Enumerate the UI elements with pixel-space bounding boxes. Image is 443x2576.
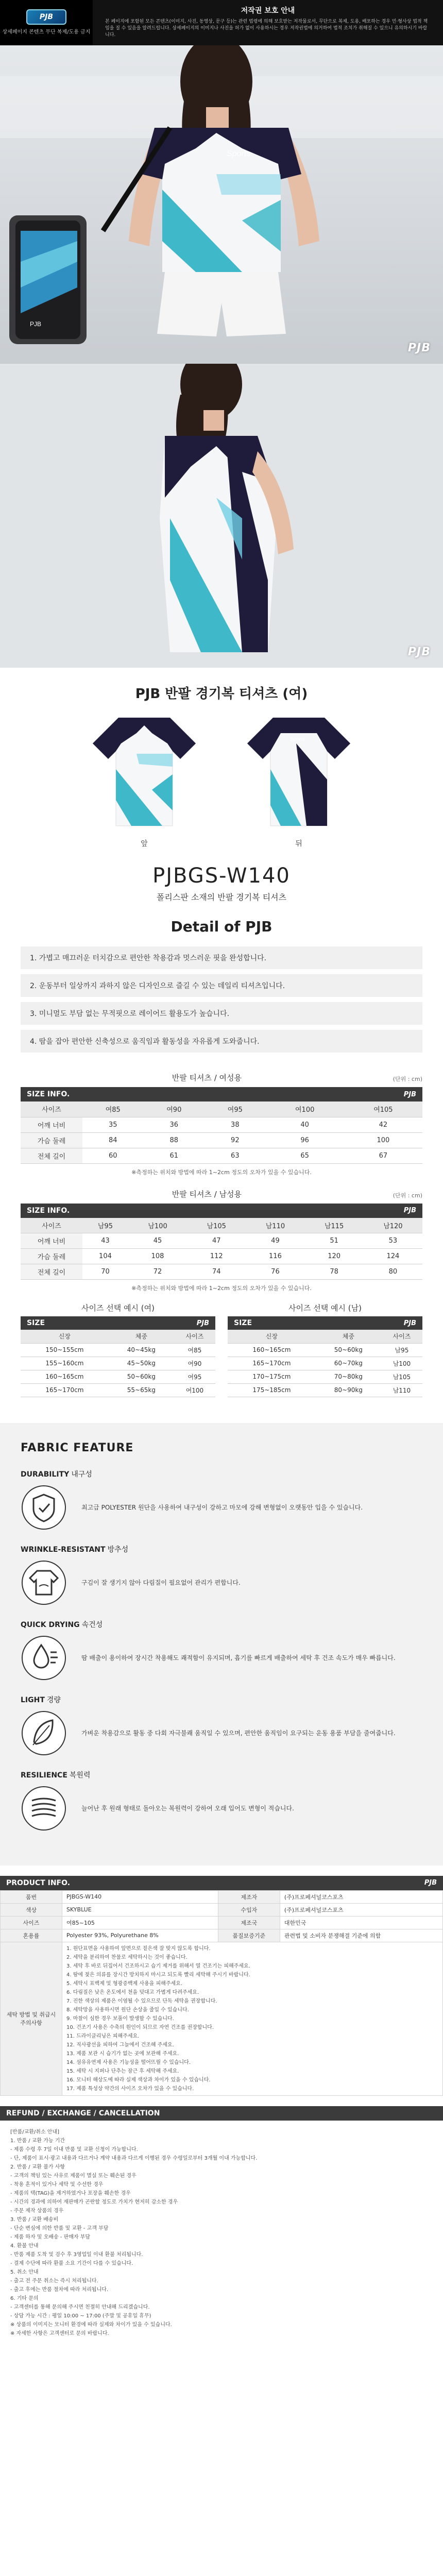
spring-icon bbox=[21, 1785, 67, 1832]
table-cell: 55~65kg bbox=[109, 1383, 174, 1397]
refund-title: REFUND / EXCHANGE / CANCELLATION bbox=[6, 2109, 160, 2117]
feature-durability bbox=[21, 1469, 422, 1531]
pjb-logo: PJB bbox=[403, 1090, 416, 1098]
model-subtitle: 폴리스판 소재의 반팔 경기복 티셔츠 bbox=[156, 892, 287, 902]
refund-section bbox=[0, 2106, 443, 2348]
table-cell: 70~80kg bbox=[316, 1370, 381, 1383]
table-cell: 혼용률 bbox=[1, 1929, 62, 1942]
table-header: 사이즈 bbox=[381, 1330, 422, 1343]
size-info-bar bbox=[21, 1087, 422, 1101]
list-item: - 제품의 택(TAG)을 제거하였거나 포장을 훼손한 경우 bbox=[10, 2190, 131, 2196]
list-item: - 제품 하자 및 오배송 - 판매자 부담 bbox=[10, 2234, 91, 2240]
model-photo-front-illustration bbox=[0, 45, 443, 364]
table-cell: 61 bbox=[144, 1148, 205, 1163]
table-cell: 여100 bbox=[174, 1383, 215, 1397]
list-item: 6. 다림질은 낮은 온도에서 천을 덧대고 가볍게 다려주세요. bbox=[66, 1989, 199, 1995]
list-item: 3. 세탁 후 바로 뒤집어서 건조하시고 습기 제거를 위해서 열 건조기는 피해주세요. bbox=[66, 1963, 250, 1969]
banner-body: 본 페이지에 포함된 모든 콘텐츠(이미지, 사진, 동영상, 문구 등)는 관련 법령에 의해 보호받는 저작물로서, 무단으로 복제, 도용, 배포하는 경우 민·형사상 법적 책임을 질 수 있음을 알려드립니다. 상세페이지의 이미지나 사진을 허가 없이 사용하시는 경우 저작권법에 의거하여 법적 조치가 취해질 수 있으니 유의하시기 바랍니다. bbox=[105, 19, 428, 38]
table-header-row bbox=[21, 1330, 215, 1343]
table-row bbox=[1, 1942, 443, 2095]
select-women-table bbox=[21, 1330, 215, 1397]
select-caption: 사이즈 선택 예시 (여) bbox=[81, 1303, 155, 1313]
feature-wrinkle-resistant bbox=[21, 1544, 422, 1606]
size-info-title: SIZE INFO. bbox=[27, 1206, 70, 1215]
pjb-logo: PJB bbox=[196, 1319, 209, 1327]
list-item: 17. 제품 특성상 약간의 사이즈 오차가 있을 수 있습니다. bbox=[66, 2086, 194, 2092]
table-row bbox=[21, 1383, 215, 1397]
table-header: 남100 bbox=[128, 1218, 187, 1233]
table-cell: (주)프로페셔널코스포츠 bbox=[280, 1903, 442, 1916]
table-cell: 100 bbox=[344, 1132, 422, 1148]
size-men-caption: 반팔 티셔츠 / 남성용 bbox=[172, 1189, 242, 1199]
feature-desc: 가벼운 착용감으로 활동 중 다회 자극불쾌 움직일 수 있으며, 편안한 움직임이 요구되는 운동 용품 부담을 줄여줍니다. bbox=[81, 1729, 396, 1737]
list-item: - 착용 흔적이 있거나 세탁 및 수선한 경우 bbox=[10, 2181, 104, 2188]
size-info-bar bbox=[21, 1204, 422, 1218]
svg-text:PJB: PJB bbox=[30, 320, 42, 328]
table-cell: 88 bbox=[144, 1132, 205, 1148]
table-row bbox=[21, 1264, 422, 1280]
detail-item: 3. 미니멀도 부담 없는 무적핏으로 레이어드 활용도가 높습니다. bbox=[21, 1002, 422, 1025]
racket-bag bbox=[9, 215, 87, 344]
banner-logo-box bbox=[0, 0, 93, 45]
photo-watermark: PJB bbox=[407, 646, 431, 658]
table-header: 여85 bbox=[82, 1101, 144, 1117]
product-info-title: PRODUCT INFO. bbox=[6, 1878, 71, 1887]
list-item: 5. 취소 안내 bbox=[10, 2269, 39, 2275]
feature-desc: 최고급 POLYESTER 원단을 사용하여 내구성이 강하고 마모에 강해 변형없이 오랫동안 입을 수 있습니다. bbox=[81, 1503, 363, 1511]
table-header: 사이즈 bbox=[21, 1218, 82, 1233]
table-cell: 40 bbox=[266, 1117, 344, 1132]
feather-icon bbox=[21, 1710, 67, 1756]
feature-desc: 구김이 잘 생기지 않아 다림질이 필요없어 관리가 편합니다. bbox=[81, 1579, 241, 1586]
table-header-row bbox=[21, 1218, 422, 1233]
table-header: 사이즈 bbox=[174, 1330, 215, 1343]
table-cell: 제조자 bbox=[218, 1890, 280, 1903]
table-cell: 제조국 bbox=[218, 1916, 280, 1929]
feature-name: LIGHT 경량 bbox=[21, 1696, 61, 1704]
list-item: - 상담 가능 시간 : 평일 10:00 ~ 17:00 (주말 및 공휴일 휴무) bbox=[10, 2313, 151, 2319]
list-item: 1. 원단표면을 사용하여 앞면으로 짙은색 잘 맞지 않도록 합니다. bbox=[66, 1945, 211, 1952]
table-cell: 남95 bbox=[381, 1343, 422, 1357]
table-cell: 사이즈 bbox=[1, 1916, 62, 1929]
list-item: 15. 세탁 시 지퍼나 단추는 잠근 후 세탁해 주세요. bbox=[66, 2068, 179, 2074]
list-item: 8. 세탁망을 사용하시면 원단 손상을 줄일 수 있습니다. bbox=[66, 2007, 189, 2013]
table-header: 남95 bbox=[82, 1218, 128, 1233]
select-caption: 사이즈 선택 예시 (남) bbox=[288, 1303, 362, 1313]
list-item: 14. 섬유유연제 사용은 기능성을 떨어뜨릴 수 있습니다. bbox=[66, 2059, 191, 2065]
pjb-logo: PJB bbox=[403, 1207, 416, 1214]
product-info-bar bbox=[0, 1876, 443, 1890]
list-item: - 출고 후에는 반품 절차에 따라 처리됩니다. bbox=[10, 2286, 109, 2293]
table-cell: 가슴 둘레 bbox=[21, 1249, 82, 1264]
table-cell: 남110 bbox=[381, 1383, 422, 1397]
size-bar bbox=[21, 1316, 215, 1330]
list-item: 4. 환불 안내 bbox=[10, 2243, 39, 2249]
table-cell: 여85~105 bbox=[62, 1916, 218, 1929]
table-cell: 남100 bbox=[381, 1357, 422, 1370]
front-view bbox=[90, 713, 198, 849]
table-cell: 대한민국 bbox=[280, 1916, 442, 1929]
photo-watermark: PJB bbox=[407, 342, 431, 354]
table-cell: 품질보증기준 bbox=[218, 1929, 280, 1942]
table-cell: 어깨 너비 bbox=[21, 1233, 82, 1249]
table-cell: 60 bbox=[82, 1148, 144, 1163]
table-cell: 가슴 둘레 bbox=[21, 1132, 82, 1148]
table-header: 여95 bbox=[205, 1101, 266, 1117]
table-cell: 67 bbox=[344, 1148, 422, 1163]
list-item: 16. 모니터 해상도에 따라 실제 색상과 차이가 있을 수 있습니다. bbox=[66, 2077, 211, 2083]
table-header: 남115 bbox=[305, 1218, 364, 1233]
feature-name: DURABILITY 내구성 bbox=[21, 1470, 92, 1479]
table-row bbox=[21, 1343, 215, 1357]
banner-left-text: 상세페이지 콘텐츠 무단 복제/도용 금지 bbox=[2, 29, 91, 35]
list-item: - 제품 수령 후 7일 이내 반품 및 교환 신청이 가능합니다. bbox=[10, 2146, 138, 2153]
feature-desc: 땀 배출이 용이하여 장시간 착용해도 쾌적함이 유지되며, 흡기를 빠르게 배출하여 세탁 후 건조 속도가 매우 빠릅니다. bbox=[81, 1654, 396, 1662]
size-bar bbox=[228, 1316, 422, 1330]
table-cell: Polyester 93%, Polyurethane 8% bbox=[62, 1929, 218, 1942]
size-note: ※측정하는 위치와 방법에 따라 1~2cm 정도의 오차가 있을 수 있습니다. bbox=[131, 1285, 312, 1292]
table-cell: 42 bbox=[344, 1117, 422, 1132]
list-item: 5. 세탁시 표백제 및 형광증백제 사용을 피해주세요. bbox=[66, 1980, 182, 1987]
size-unit: (단위 : cm) bbox=[393, 1192, 422, 1199]
table-cell: 60~70kg bbox=[316, 1357, 381, 1370]
table-row bbox=[21, 1148, 422, 1163]
product-section-title bbox=[0, 668, 443, 707]
table-header: 신장 bbox=[21, 1330, 109, 1343]
table-cell: 전체 길이 bbox=[21, 1148, 82, 1163]
table-cell: 50~60kg bbox=[316, 1343, 381, 1357]
table-cell: 70 bbox=[82, 1264, 128, 1280]
table-cell: 170~175cm bbox=[228, 1370, 316, 1383]
size-men-table bbox=[21, 1218, 422, 1280]
table-cell: 65 bbox=[266, 1148, 344, 1163]
table-row bbox=[1, 1903, 443, 1916]
list-item: 13. 제품 보관 시 습기가 없는 곳에 보관해 주세요. bbox=[66, 2050, 179, 2057]
size-women-table bbox=[21, 1101, 422, 1164]
table-cell: 47 bbox=[187, 1233, 246, 1249]
table-header-row bbox=[228, 1330, 422, 1343]
table-cell: 남105 bbox=[381, 1370, 422, 1383]
model-photo-front bbox=[0, 45, 443, 364]
detail-title: Detail of PJB bbox=[171, 918, 272, 935]
size-women-head bbox=[21, 1072, 422, 1083]
model-photo-side bbox=[0, 364, 443, 668]
table-cell: 150~155cm bbox=[21, 1343, 109, 1357]
table-header: 체중 bbox=[316, 1330, 381, 1343]
model-photo-side-illustration bbox=[0, 364, 443, 668]
table-cell: 여95 bbox=[174, 1370, 215, 1383]
table-cell: 51 bbox=[305, 1233, 364, 1249]
feature-name: RESILIENCE 복원력 bbox=[21, 1771, 91, 1780]
table-header: 남110 bbox=[246, 1218, 304, 1233]
list-item: 4. 땀에 젖은 의류를 장시간 방치하지 마시고 되도록 빨리 세탁해 주시기 바랍니다. bbox=[66, 1972, 250, 1978]
detail-item: 1. 가볍고 매끄러운 터치감으로 편안한 착용감과 멋스러운 핏을 완성합니다. bbox=[21, 946, 422, 969]
fabric-title: FABRIC FEATURE bbox=[21, 1441, 134, 1454]
table-header: 여100 bbox=[266, 1101, 344, 1117]
list-item: [반품/교환/취소 안내] bbox=[10, 2129, 59, 2135]
table-cell: 112 bbox=[187, 1249, 246, 1264]
table-cell: SKYBLUE bbox=[62, 1903, 218, 1916]
feature-light bbox=[21, 1694, 422, 1756]
table-cell: 108 bbox=[128, 1249, 187, 1264]
list-item: - 출고 전 주문 취소는 즉시 처리됩니다. bbox=[10, 2278, 98, 2284]
svg-text:Sports: Sports bbox=[227, 149, 251, 158]
size-note: ※측정하는 위치와 방법에 따라 1~2cm 정도의 오차가 있을 수 있습니다. bbox=[131, 1168, 312, 1176]
product-info-table bbox=[0, 1890, 443, 2096]
table-cell: 84 bbox=[82, 1132, 144, 1148]
table-row bbox=[21, 1357, 215, 1370]
table-cell: 160~165cm bbox=[228, 1343, 316, 1357]
table-header: 남105 bbox=[187, 1218, 246, 1233]
feature-desc: 늘어난 후 원래 형태로 돌아오는 복원력이 강하여 오래 입어도 변형이 적습니다. bbox=[81, 1804, 294, 1812]
table-header: 남120 bbox=[364, 1218, 422, 1233]
product-info-section bbox=[0, 1876, 443, 2096]
table-row bbox=[228, 1383, 422, 1397]
table-row bbox=[1, 1929, 443, 1942]
banner-title: 저작권 보호 안내 bbox=[241, 7, 295, 15]
detail-section bbox=[0, 905, 443, 1063]
table-cell: 품번 bbox=[1, 1890, 62, 1903]
model-block bbox=[0, 851, 443, 905]
list-item: - 시간의 경과에 의하여 재판매가 곤란할 정도로 가치가 현저히 감소한 경우 bbox=[10, 2199, 178, 2205]
table-cell: 120 bbox=[305, 1249, 364, 1264]
list-item: 1. 반품 / 교환 가능 기간 bbox=[10, 2138, 65, 2144]
table-row bbox=[21, 1132, 422, 1148]
table-header: 신장 bbox=[228, 1330, 316, 1343]
table-row bbox=[21, 1117, 422, 1132]
table-cell: 78 bbox=[305, 1264, 364, 1280]
model-code: PJBGS-W140 bbox=[152, 864, 291, 888]
table-cell: 80~90kg bbox=[316, 1383, 381, 1397]
list-item: 12. 직사광선을 피하여 그늘에서 건조해 주세요. bbox=[66, 2042, 174, 2048]
table-cell: (주)프로페셔널코스포츠 bbox=[280, 1890, 442, 1903]
shirt-icon bbox=[21, 1560, 67, 1606]
table-cell: 155~160cm bbox=[21, 1357, 109, 1370]
refund-bar bbox=[0, 2106, 443, 2121]
list-item: 2. 반품 / 교환 불가 사항 bbox=[10, 2164, 65, 2170]
list-item: 3. 반품 / 교환 배송비 bbox=[10, 2216, 59, 2223]
table-cell: 세탁 방법 및 취급시 주의사항 bbox=[1, 1942, 62, 2095]
feature-name: WRINKLE-RESISTANT 방추성 bbox=[21, 1545, 129, 1554]
size-unit: (단위 : cm) bbox=[393, 1076, 422, 1082]
table-header-row bbox=[21, 1101, 422, 1117]
table-cell: 여85 bbox=[174, 1343, 215, 1357]
size-select-men bbox=[228, 1302, 422, 1397]
back-label: 뒤 bbox=[295, 840, 302, 848]
table-cell: 124 bbox=[364, 1249, 422, 1264]
table-cell: 175~185cm bbox=[228, 1383, 316, 1397]
table-cell: 45 bbox=[128, 1233, 187, 1249]
table-cell: 76 bbox=[246, 1264, 304, 1280]
feature-quick-drying bbox=[21, 1619, 422, 1681]
size-bar-title: SIZE bbox=[27, 1319, 45, 1327]
copyright-banner bbox=[0, 0, 443, 45]
size-select-women bbox=[21, 1302, 215, 1397]
table-cell: 80 bbox=[364, 1264, 422, 1280]
list-item: 11. 드라이클리닝은 피해주세요. bbox=[66, 2033, 140, 2039]
table-row bbox=[21, 1370, 215, 1383]
list-item: - 단순 변심에 의한 반품 및 교환 - 고객 부담 bbox=[10, 2225, 109, 2231]
banner-content bbox=[93, 0, 443, 45]
size-men-block bbox=[0, 1179, 443, 1296]
size-women-block bbox=[0, 1063, 443, 1179]
table-header: 사이즈 bbox=[21, 1101, 82, 1117]
table-cell: 전체 길이 bbox=[21, 1264, 82, 1280]
tshirt-back-illustration bbox=[245, 713, 353, 831]
list-item: - 단, 제품이 표시·광고 내용과 다르거나 계약 내용과 다르게 이행된 경우 수령일로부터 3개월 이내 가능합니다. bbox=[10, 2155, 258, 2161]
list-item: 2. 세탁을 분리하여 찬물로 세탁하시는 것이 좋습니다. bbox=[66, 1954, 188, 1960]
list-item: - 주문 제작 상품의 경우 bbox=[10, 2208, 64, 2214]
table-cell: 72 bbox=[128, 1264, 187, 1280]
table-header: 여105 bbox=[344, 1101, 422, 1117]
list-item: - 고객센터를 통해 문의해 주시면 친절히 안내해 드리겠습니다. bbox=[10, 2304, 150, 2310]
table-cell: 116 bbox=[246, 1249, 304, 1264]
table-cell: 165~170cm bbox=[228, 1357, 316, 1370]
fabric-feature-section bbox=[0, 1423, 443, 1866]
table-row bbox=[1, 1916, 443, 1929]
table-cell: 색상 bbox=[1, 1903, 62, 1916]
table-row bbox=[228, 1357, 422, 1370]
pjb-logo: PJB bbox=[403, 1319, 416, 1327]
list-item: ※ 자세한 사항은 고객센터로 문의 바랍니다. bbox=[10, 2330, 109, 2336]
table-cell: 63 bbox=[205, 1148, 266, 1163]
feature-resilience bbox=[21, 1770, 422, 1832]
detail-item: 2. 운동부터 일상까지 과하지 않은 디자인으로 즐길 수 있는 데일리 티셔츠입니다. bbox=[21, 974, 422, 997]
table-cell: 38 bbox=[205, 1117, 266, 1132]
table-cell: 35 bbox=[82, 1117, 144, 1132]
table-cell: 104 bbox=[82, 1249, 128, 1264]
table-row bbox=[228, 1343, 422, 1357]
table-cell: PJBGS-W140 bbox=[62, 1890, 218, 1903]
table-cell: 165~170cm bbox=[21, 1383, 109, 1397]
table-cell: 53 bbox=[364, 1233, 422, 1249]
table-cell: 49 bbox=[246, 1233, 304, 1249]
table-cell: 관련법 및 소비자 분쟁해결 기준에 의함 bbox=[280, 1929, 442, 1942]
table-cell: 92 bbox=[205, 1132, 266, 1148]
table-cell: 40~45kg bbox=[109, 1343, 174, 1357]
size-info-title: SIZE INFO. bbox=[27, 1090, 70, 1098]
tshirt-front-illustration bbox=[90, 713, 198, 831]
table-cell: 45~50kg bbox=[109, 1357, 174, 1370]
table-cell: 여90 bbox=[174, 1357, 215, 1370]
table-cell: 96 bbox=[266, 1132, 344, 1148]
list-item: 7. 진한 색상의 제품은 이염될 수 있으므로 단독 세탁을 권장합니다. bbox=[66, 1998, 217, 2004]
care-list bbox=[66, 1944, 438, 2093]
product-title: PJB 반팔 경기복 티셔츠 (여) bbox=[135, 686, 308, 702]
table-cell: 43 bbox=[82, 1233, 128, 1249]
size-women-caption: 반팔 티셔츠 / 여성용 bbox=[172, 1073, 242, 1082]
list-item: 9. 마찰이 심한 경우 보풀이 발생할 수 있습니다. bbox=[66, 2015, 174, 2022]
list-item: 10. 건조기 사용은 수축의 원인이 되므로 자연 건조를 권장합니다. bbox=[66, 2024, 214, 2030]
drop-icon bbox=[21, 1635, 67, 1681]
select-men-table bbox=[228, 1330, 422, 1397]
refund-body bbox=[0, 2121, 443, 2348]
table-row bbox=[21, 1233, 422, 1249]
table-cell: 어깨 너비 bbox=[21, 1117, 82, 1132]
front-label: 앞 bbox=[141, 840, 148, 848]
size-men-head bbox=[21, 1189, 422, 1199]
list-item: - 결제 수단에 따라 환불 소요 기간이 다를 수 있습니다. bbox=[10, 2260, 133, 2266]
table-cell: 36 bbox=[144, 1117, 205, 1132]
table-row bbox=[228, 1370, 422, 1383]
list-item: ※ 상품의 이미지는 모니터 환경에 따라 실제와 차이가 있을 수 있습니다. bbox=[10, 2321, 172, 2328]
svg-text:Sports: Sports bbox=[290, 737, 305, 742]
size-bar-title: SIZE bbox=[234, 1319, 252, 1327]
pjb-logo: PJB bbox=[424, 1879, 437, 1887]
table-header: 여90 bbox=[144, 1101, 205, 1117]
table-row bbox=[21, 1249, 422, 1264]
shield-icon bbox=[21, 1484, 67, 1531]
pjb-logo: PJB bbox=[26, 9, 66, 25]
front-back-views bbox=[0, 707, 443, 851]
care-list-cell bbox=[62, 1942, 443, 2095]
table-cell: 수입자 bbox=[218, 1903, 280, 1916]
back-view bbox=[245, 713, 353, 849]
table-row bbox=[1, 1890, 443, 1903]
feature-name: QUICK DRYING 속건성 bbox=[21, 1620, 103, 1629]
table-cell: 74 bbox=[187, 1264, 246, 1280]
detail-item: 4. 땀을 잡아 편안한 신축성으로 움직임과 활동성을 자유롭게 도와줍니다. bbox=[21, 1030, 422, 1053]
table-header: 체중 bbox=[109, 1330, 174, 1343]
list-item: - 반품 제품 도착 및 검수 후 3영업일 이내 환불 처리됩니다. bbox=[10, 2251, 143, 2258]
size-select-examples bbox=[0, 1295, 443, 1413]
table-cell: 160~165cm bbox=[21, 1370, 109, 1383]
table-cell: 50~60kg bbox=[109, 1370, 174, 1383]
list-item: 6. 기타 문의 bbox=[10, 2295, 39, 2301]
list-item: - 고객의 책임 있는 사유로 제품이 멸실 또는 훼손된 경우 bbox=[10, 2173, 137, 2179]
